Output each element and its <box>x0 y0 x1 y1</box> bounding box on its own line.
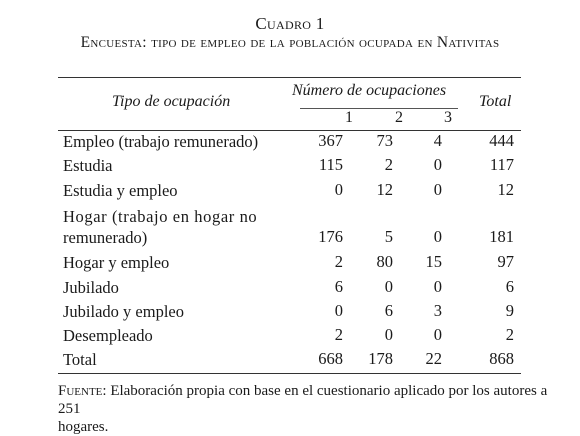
cell-1: 367 <box>318 131 343 150</box>
row-label: Hogar y empleo <box>63 253 170 272</box>
cell-3: 15 <box>425 252 442 271</box>
cell-1: 115 <box>318 155 343 174</box>
cell-2: 73 <box>376 131 393 150</box>
source-lead: Fuente: <box>58 383 107 399</box>
cell-1: 2 <box>334 252 343 271</box>
cell-total: 868 <box>489 349 514 368</box>
cell-3: 4 <box>433 131 442 150</box>
row-label-line2: remunerado) <box>63 228 148 247</box>
row-label: Estudia <box>63 156 113 175</box>
subcolumn-header-2: 2 <box>395 109 403 126</box>
cell-2: 178 <box>368 349 393 368</box>
column-header-total: Total <box>479 93 512 110</box>
row-label-line1: Hogar (trabajo en hogar no <box>63 207 258 226</box>
cell-total: 181 <box>489 227 514 246</box>
cell-1: 2 <box>334 325 343 344</box>
table-number: Cuadro 1 <box>255 14 325 33</box>
source-text-line2: hogares. <box>58 419 109 435</box>
cell-total: 9 <box>505 301 514 320</box>
cell-3: 0 <box>433 277 442 296</box>
table-title: Encuesta: tipo de empleo de la población ocupada en Nativitas <box>80 34 500 51</box>
cell-1: 668 <box>318 349 343 368</box>
column-header-group: Número de ocupaciones <box>292 82 447 99</box>
cell-total: 12 <box>497 180 514 199</box>
cell-1: 0 <box>334 301 343 320</box>
cell-total: 444 <box>489 131 514 150</box>
source-note <box>58 382 570 436</box>
cell-total: 97 <box>497 252 514 271</box>
cell-3: 0 <box>433 180 442 199</box>
row-label: Empleo (trabajo remunerado) <box>63 132 259 151</box>
source-text-line1: Elaboración propia con base en el cuestionario aplicado por los autores a 251 <box>58 383 548 417</box>
cell-3: 0 <box>433 155 442 174</box>
bottom-rule <box>58 373 521 374</box>
cell-3: 0 <box>433 227 442 246</box>
column-header-tipo: Tipo de ocupación <box>112 93 231 110</box>
row-label: Total <box>63 350 97 369</box>
cell-3: 3 <box>433 301 442 320</box>
top-rule <box>58 77 521 78</box>
cell-3: 22 <box>425 349 442 368</box>
row-label: Jubilado <box>63 278 119 297</box>
cell-1: 0 <box>334 180 343 199</box>
subcolumn-header-1: 1 <box>345 109 353 126</box>
cell-1: 176 <box>318 227 343 246</box>
cell-2: 0 <box>384 325 393 344</box>
cell-3: 0 <box>433 325 442 344</box>
row-label: Estudia y empleo <box>63 181 178 200</box>
cell-2: 12 <box>376 180 393 199</box>
cell-2: 6 <box>384 301 393 320</box>
cell-2: 5 <box>384 227 393 246</box>
cell-2: 0 <box>384 277 393 296</box>
subcolumn-header-3: 3 <box>444 109 452 126</box>
cell-total: 117 <box>489 155 514 174</box>
cell-total: 6 <box>505 277 514 296</box>
cell-2: 80 <box>376 252 393 271</box>
row-label: Desempleado <box>63 326 153 345</box>
cell-total: 2 <box>505 325 514 344</box>
cell-1: 6 <box>334 277 343 296</box>
cell-2: 2 <box>384 155 393 174</box>
row-label: Jubilado y empleo <box>63 302 184 321</box>
